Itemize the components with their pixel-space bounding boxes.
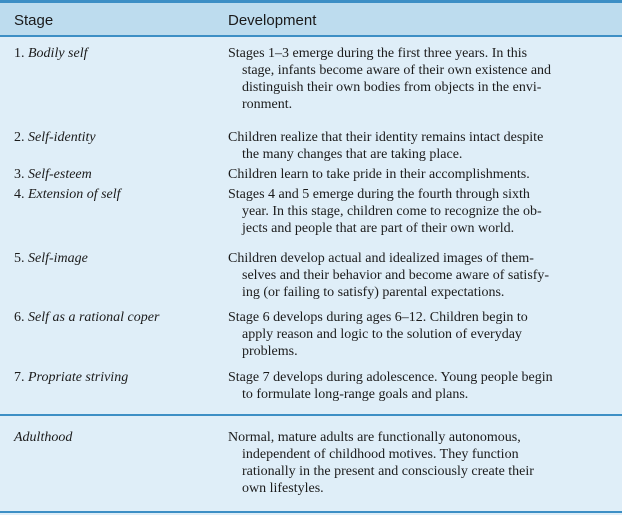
stage-name: Propriate striving bbox=[28, 370, 129, 385]
stage-number: 1. bbox=[14, 46, 25, 61]
development-line: independent of childhood motives. They function bbox=[242, 447, 519, 462]
development-line: Stage 6 develops during ages 6–12. Children begin to bbox=[228, 310, 528, 325]
stage-number: 3. bbox=[14, 167, 25, 182]
development-line: ing (or failing to satisfy) parental expectations. bbox=[242, 285, 505, 300]
stage-cell bbox=[14, 186, 219, 203]
development-line: distinguish their own bodies from objects in the envi- bbox=[242, 80, 542, 95]
development-line: the many changes that are taking place. bbox=[242, 147, 463, 162]
development-line: jects and people that are part of their own world. bbox=[242, 221, 515, 236]
development-cell bbox=[228, 45, 613, 113]
header-rule bbox=[0, 35, 622, 37]
stage-number: 2. bbox=[14, 130, 25, 145]
header-development: Development bbox=[228, 12, 317, 29]
development-line: Children learn to take pride in their accomplishments. bbox=[228, 167, 530, 182]
development-cell bbox=[228, 250, 613, 301]
stage-number: 5. bbox=[14, 251, 25, 266]
stage-number: 4. bbox=[14, 187, 25, 202]
stage-cell bbox=[14, 250, 219, 267]
development-line: Children realize that their identity remains intact despite bbox=[228, 130, 544, 145]
stage-name: Extension of self bbox=[28, 187, 121, 202]
development-cell bbox=[228, 369, 613, 403]
development-cell bbox=[228, 129, 613, 163]
stage-name: Self-esteem bbox=[28, 167, 92, 182]
stage-number: 7. bbox=[14, 370, 25, 385]
development-line: Children develop actual and idealized images of them- bbox=[228, 251, 534, 266]
stage-number: 6. bbox=[14, 310, 25, 325]
development-line: year. In this stage, children come to recognize the ob- bbox=[242, 204, 542, 219]
stage-cell bbox=[14, 369, 219, 386]
stage-name: Self as a rational coper bbox=[28, 310, 160, 325]
development-line: rationally in the present and consciously create their bbox=[242, 464, 534, 479]
header-stage: Stage bbox=[14, 12, 54, 29]
table-header bbox=[0, 3, 622, 35]
stage-cell bbox=[14, 45, 219, 62]
development-line: stage, infants become aware of their own existence and bbox=[242, 63, 552, 78]
stage-cell bbox=[14, 166, 219, 183]
development-line: Normal, mature adults are functionally autonomous, bbox=[228, 430, 521, 445]
development-line: Stages 4 and 5 emerge during the fourth through sixth bbox=[228, 187, 530, 202]
stage-name: Adulthood bbox=[14, 430, 73, 445]
development-line: to formulate long-range goals and plans. bbox=[242, 387, 469, 402]
development-line: problems. bbox=[242, 344, 298, 359]
development-line: apply reason and logic to the solution of everyday bbox=[242, 327, 522, 342]
development-cell bbox=[228, 429, 613, 497]
development-line: own lifestyles. bbox=[242, 481, 324, 496]
development-line: ronment. bbox=[242, 97, 293, 112]
section-rule bbox=[0, 414, 622, 416]
development-cell bbox=[228, 166, 613, 183]
development-line: selves and their behavior and become aware of satisfy- bbox=[242, 268, 550, 283]
stage-cell bbox=[14, 429, 219, 446]
development-cell bbox=[228, 186, 613, 237]
development-cell bbox=[228, 309, 613, 360]
stage-name: Bodily self bbox=[28, 46, 88, 61]
stage-name: Self-image bbox=[28, 251, 88, 266]
stage-cell bbox=[14, 129, 219, 146]
stage-cell bbox=[14, 309, 219, 326]
development-line: Stages 1–3 emerge during the first three years. In this bbox=[228, 46, 528, 61]
bottom-rule bbox=[0, 511, 622, 513]
stage-name: Self-identity bbox=[28, 130, 96, 145]
development-line: Stage 7 develops during adolescence. Young people begin bbox=[228, 370, 553, 385]
